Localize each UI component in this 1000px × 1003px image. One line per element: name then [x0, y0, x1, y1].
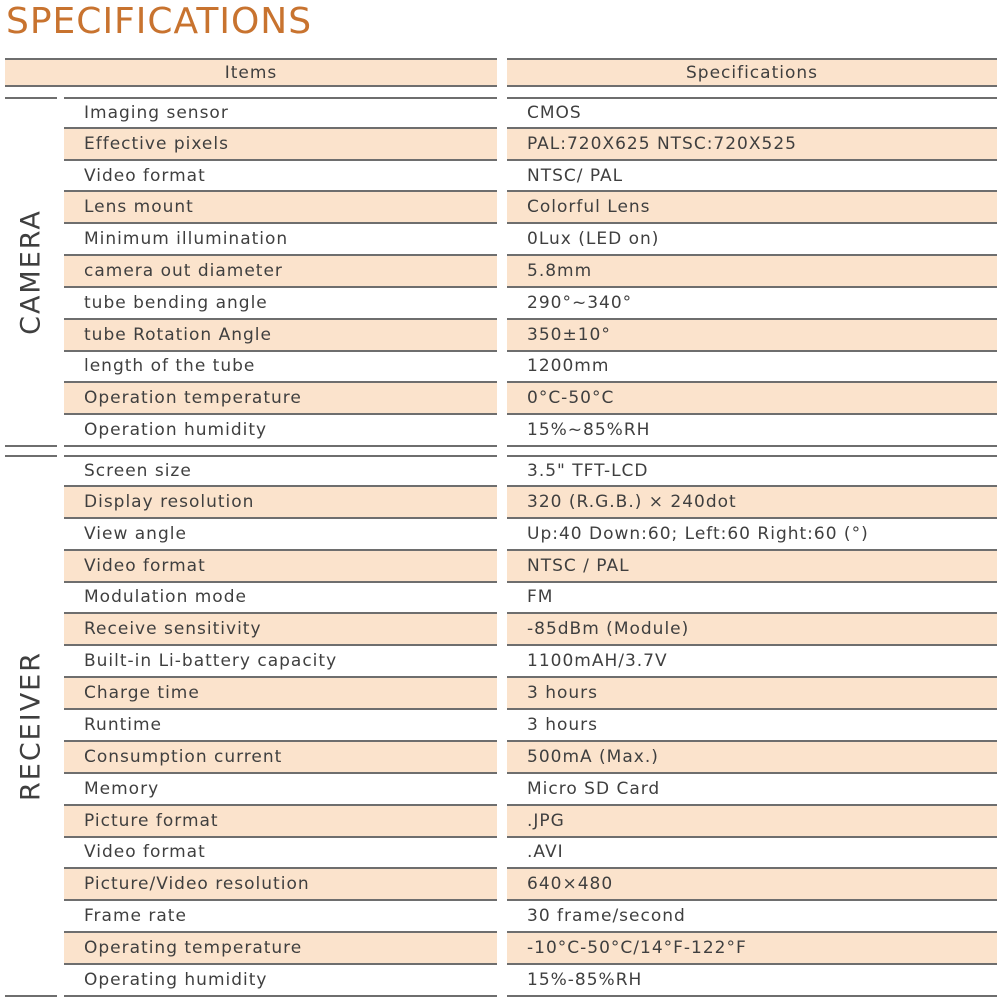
- table-row: [64, 129, 997, 161]
- spec-cell: .AVI: [507, 838, 997, 870]
- spec-cell: NTSC/ PAL: [507, 161, 997, 193]
- item-cell: Built-in Li-battery capacity: [64, 646, 497, 678]
- item-cell: length of the tube: [64, 352, 497, 384]
- item-cell: Runtime: [64, 710, 497, 742]
- table-row: [64, 97, 997, 129]
- table-row: [64, 161, 997, 193]
- spec-cell: FM: [507, 583, 997, 615]
- table-row: [64, 646, 997, 678]
- table-row: [64, 320, 997, 352]
- item-cell: Picture format: [64, 806, 497, 838]
- item-cell: Receive sensitivity: [64, 614, 497, 646]
- item-cell: Charge time: [64, 678, 497, 710]
- receiver-label: RECEIVER: [15, 651, 47, 801]
- receiver-section: [5, 455, 997, 997]
- table-row: [64, 551, 997, 583]
- table-row: [64, 806, 997, 838]
- item-cell: Video format: [64, 838, 497, 870]
- spec-cell: -85dBm (Module): [507, 614, 997, 646]
- table-row: [64, 838, 997, 870]
- spec-cell: 640×480: [507, 869, 997, 901]
- table-row: [64, 774, 997, 806]
- header-specifications: Specifications: [507, 58, 997, 87]
- item-cell: Operation humidity: [64, 415, 497, 447]
- spec-cell: -10°C-50°C/14°F-122°F: [507, 933, 997, 965]
- spec-cell: 0Lux (LED on): [507, 224, 997, 256]
- item-cell: Imaging sensor: [64, 97, 497, 129]
- table-row: [64, 965, 997, 997]
- item-cell: tube Rotation Angle: [64, 320, 497, 352]
- item-cell: Display resolution: [64, 487, 497, 519]
- item-cell: View angle: [64, 519, 497, 551]
- item-cell: Operating humidity: [64, 965, 497, 997]
- spec-cell: 15%-85%RH: [507, 965, 997, 997]
- spec-cell: 1200mm: [507, 352, 997, 384]
- table-row: [64, 352, 997, 384]
- spec-cell: 500mA (Max.): [507, 742, 997, 774]
- spec-cell: Colorful Lens: [507, 192, 997, 224]
- table-row: [64, 256, 997, 288]
- item-cell: Consumption current: [64, 742, 497, 774]
- item-cell: Minimum illumination: [64, 224, 497, 256]
- table-row: [64, 742, 997, 774]
- spec-cell: 0°C-50°C: [507, 383, 997, 415]
- item-cell: Modulation mode: [64, 583, 497, 615]
- item-cell: Video format: [64, 551, 497, 583]
- spec-cell: 3.5" TFT-LCD: [507, 455, 997, 487]
- spec-cell: 3 hours: [507, 710, 997, 742]
- camera-rows: [64, 97, 997, 447]
- table-row: [64, 415, 997, 447]
- camera-label-cell: [5, 97, 57, 447]
- item-cell: camera out diameter: [64, 256, 497, 288]
- table-row: [64, 869, 997, 901]
- spec-cell: 1100mAH/3.7V: [507, 646, 997, 678]
- camera-label: CAMERA: [15, 209, 47, 335]
- receiver-label-cell: [5, 455, 57, 997]
- spec-cell: 15%~85%RH: [507, 415, 997, 447]
- item-cell: Lens mount: [64, 192, 497, 224]
- item-cell: Operating temperature: [64, 933, 497, 965]
- item-cell: tube bending angle: [64, 288, 497, 320]
- page-title: SPECIFICATIONS: [6, 1, 313, 42]
- table-row: [64, 583, 997, 615]
- item-cell: Memory: [64, 774, 497, 806]
- spec-cell: Micro SD Card: [507, 774, 997, 806]
- spec-cell: 350±10°: [507, 320, 997, 352]
- camera-section: [5, 97, 997, 447]
- spec-cell: 30 frame/second: [507, 901, 997, 933]
- table-row: [64, 519, 997, 551]
- item-cell: Operation temperature: [64, 383, 497, 415]
- table-row: [64, 383, 997, 415]
- receiver-rows: [64, 455, 997, 997]
- item-cell: Frame rate: [64, 901, 497, 933]
- item-cell: Picture/Video resolution: [64, 869, 497, 901]
- spec-cell: 5.8mm: [507, 256, 997, 288]
- table-row: [64, 933, 997, 965]
- spec-cell: CMOS: [507, 97, 997, 129]
- spec-cell: Up:40 Down:60; Left:60 Right:60 (°): [507, 519, 997, 551]
- table-row: [64, 192, 997, 224]
- table-row: [64, 678, 997, 710]
- spec-cell: 320 (R.G.B.) × 240dot: [507, 487, 997, 519]
- table-row: [64, 614, 997, 646]
- table-row: [64, 710, 997, 742]
- table-row: [64, 224, 997, 256]
- table-row: [64, 901, 997, 933]
- spec-cell: .JPG: [507, 806, 997, 838]
- item-cell: Effective pixels: [64, 129, 497, 161]
- table-row: [64, 487, 997, 519]
- table-row: [64, 288, 997, 320]
- spec-cell: NTSC / PAL: [507, 551, 997, 583]
- spec-cell: 290°~340°: [507, 288, 997, 320]
- table-row: [64, 455, 997, 487]
- item-cell: Screen size: [64, 455, 497, 487]
- spec-cell: 3 hours: [507, 678, 997, 710]
- item-cell: Video format: [64, 161, 497, 193]
- spec-cell: PAL:720X625 NTSC:720X525: [507, 129, 997, 161]
- header-items: Items: [5, 58, 497, 87]
